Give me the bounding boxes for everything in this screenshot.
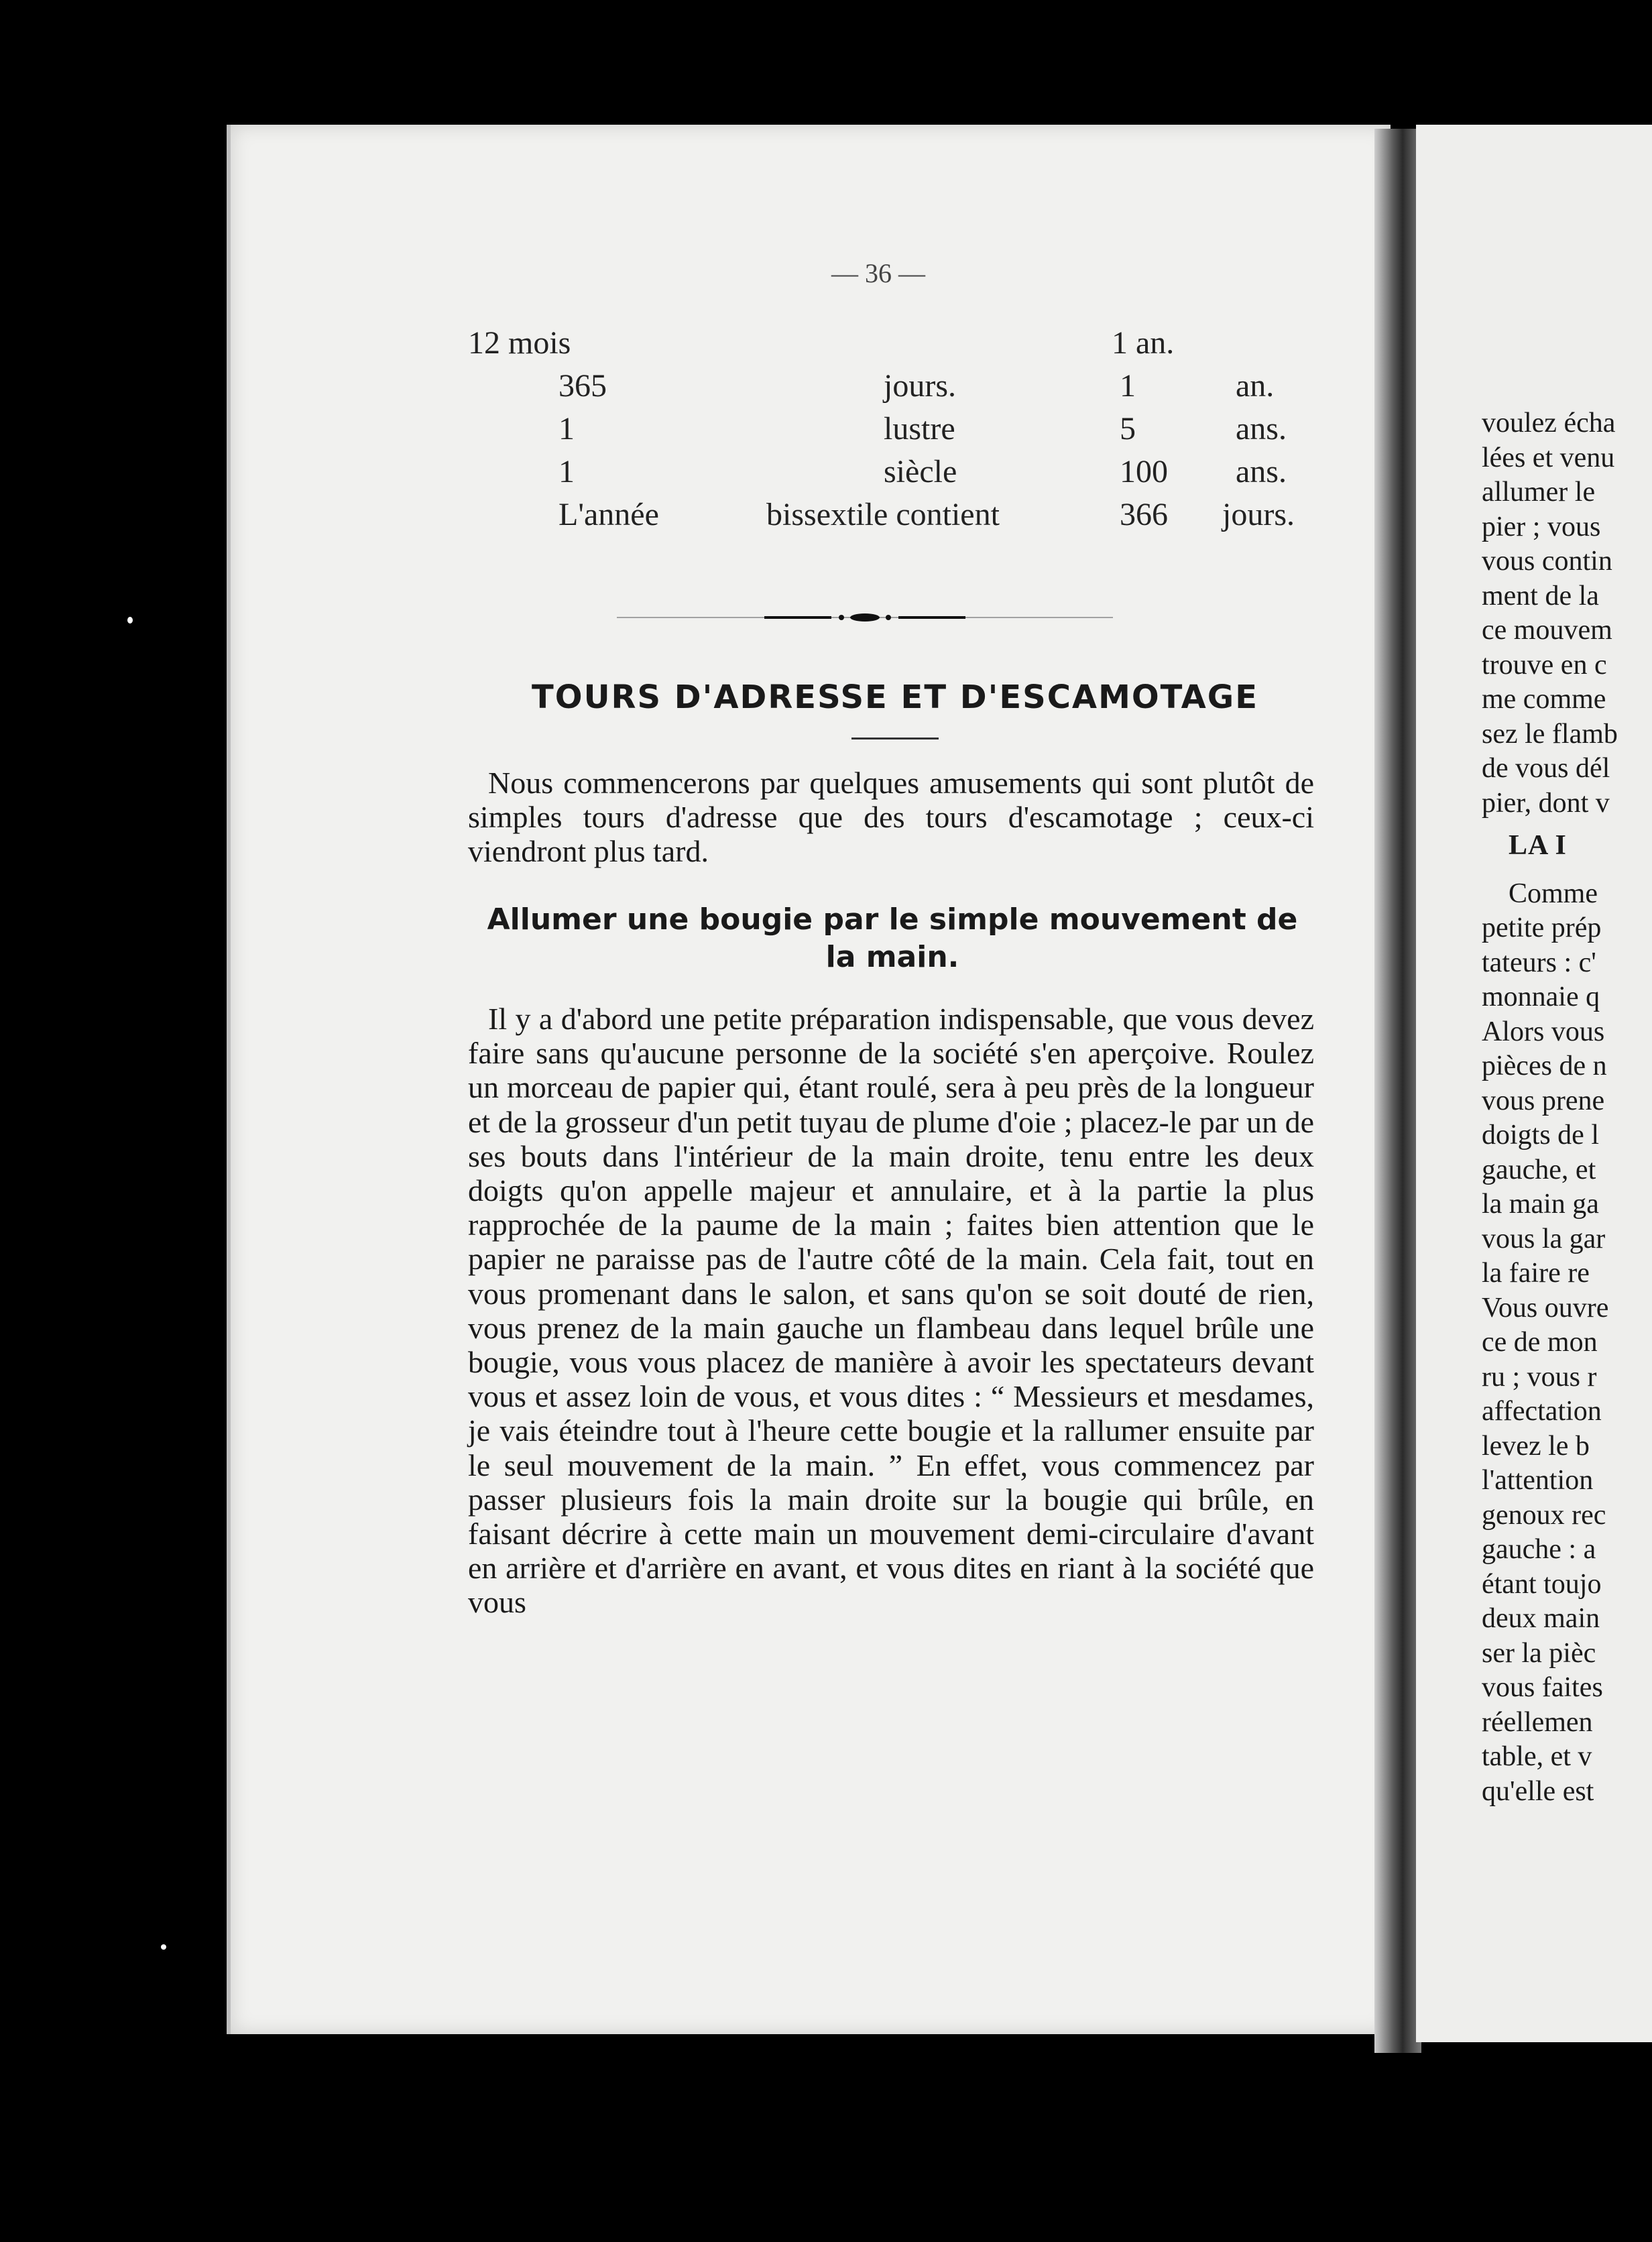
- right-page-line: genoux rec: [1482, 1499, 1606, 1531]
- table-cell: siècle: [884, 454, 957, 489]
- right-page-line: pier ; vous: [1482, 511, 1601, 542]
- right-page-line: Comme: [1509, 878, 1598, 909]
- right-page-line: de vous dél: [1482, 753, 1610, 784]
- table-cell: 12 mois: [468, 325, 571, 361]
- right-page-line: levez le b: [1482, 1430, 1590, 1462]
- body-paragraph: [468, 1002, 1314, 1620]
- right-page-line: qu'elle est: [1482, 1775, 1594, 1807]
- table-cell: 366: [1120, 497, 1168, 532]
- right-page-line: pier, dont v: [1482, 787, 1610, 819]
- table-row: [468, 408, 1326, 451]
- book-gutter: [1374, 129, 1421, 2053]
- right-page-line: gauche : a: [1482, 1534, 1596, 1565]
- right-page-line: l'attention: [1482, 1465, 1594, 1496]
- right-page-line: vous contin: [1482, 546, 1612, 577]
- right-page-line: réellemen: [1482, 1706, 1593, 1738]
- right-page-line: voulez écha: [1482, 408, 1616, 438]
- table-cell: 1 an.: [1112, 325, 1175, 361]
- table-cell: 5: [1120, 411, 1136, 447]
- right-page-line: allumer le: [1482, 477, 1596, 508]
- right-page-line: ce mouvem: [1482, 615, 1612, 646]
- right-page-line: ser la pièc: [1482, 1637, 1596, 1669]
- right-page-line: table, et v: [1482, 1741, 1592, 1772]
- right-page-line: pièces de n: [1482, 1051, 1607, 1081]
- table-cell: 1: [558, 411, 575, 447]
- right-page-heading: LA I: [1509, 830, 1567, 861]
- table-cell: 1: [1120, 368, 1136, 404]
- right-page-column: [1482, 406, 1652, 1809]
- table-cell: ans.: [1236, 411, 1287, 447]
- table-cell: L'année: [558, 497, 659, 532]
- right-page-line: me comme: [1482, 684, 1606, 715]
- table-cell: jours.: [884, 368, 956, 404]
- table-row: [468, 322, 1326, 365]
- right-page: [1416, 125, 1652, 2042]
- right-page-line: ce de mon: [1482, 1327, 1598, 1358]
- table-cell: bissextile contient: [766, 497, 1000, 532]
- table-cell: ans.: [1236, 454, 1287, 489]
- right-page-line: vous la gar: [1482, 1223, 1606, 1254]
- scan-speck: [161, 1944, 166, 1950]
- table-row: [468, 493, 1326, 536]
- title-underline: [851, 738, 939, 740]
- table-cell: 100: [1120, 454, 1168, 489]
- intro-paragraph: [468, 766, 1314, 869]
- right-page-line: étant toujo: [1482, 1568, 1602, 1600]
- right-page-line: Vous ouvre: [1482, 1292, 1609, 1323]
- table-cell: jours.: [1222, 497, 1295, 532]
- right-page-line: vous faites: [1482, 1672, 1603, 1703]
- intro-text: Nous commencerons par quelques amusements qui sont plutôt de simples tours d'adresse que des tours d'escamotage ; ceux-ci viendront plus tard.: [468, 766, 1314, 869]
- table-cell: 365: [558, 368, 607, 404]
- ornamental-rule: [617, 613, 1113, 622]
- right-page-line: ment de la: [1482, 580, 1599, 611]
- body-text: Il y a d'abord une petite préparation indispensable, que vous devez faire sans qu'aucune personne de la société s'en aperçoive. Roulez un morceau de papier qui, étant roulé, sera à peu près de la longueur et de la grosseur d'un petit tuyau de plume d'oie ; placez-le par un de ses bouts dans l'intérieur de la main droite, tenu entre les deux doigts qu'on appelle majeur et annulaire, et à la partie la plus rapprochée de la paume de la main ; faites bien attention que le papier ne paraisse pas de l'autre côté de la main. Cela fait, tout en vous promenant dans le salon, et sans qu'on se soit douté de rien, vous prenez de la main gauche un flambeau dans lequel brûle une bougie, vous vous placez de manière à avoir les spectateurs devant vous et assez loin de vous, et vous dites : “ Messieurs et mesdames, je vais éteindre tout à l'heure cette bougie et la rallumer ensuite par le seul mouvement de la main. ” En effet, vous commencez par passer plusieurs fois la main droite sur la bougie qui brûle, en faisant décrire à cette main un mouvement demi-circulaire d'avant en arrière et d'arrière en avant, et vous dites en riant à la société que vous: [468, 1002, 1314, 1620]
- right-page-line: vous prene: [1482, 1085, 1605, 1116]
- page-number: — 36 —: [831, 258, 925, 288]
- right-page-line: deux main: [1482, 1603, 1600, 1634]
- table-cell: 1: [558, 454, 575, 489]
- right-page-line: Alors vous: [1482, 1016, 1605, 1047]
- right-page-line: affectation: [1482, 1396, 1602, 1427]
- right-page-line: la main ga: [1482, 1189, 1599, 1220]
- table-row: [468, 365, 1326, 408]
- scan-speck: [127, 617, 133, 624]
- right-page-line: petite prép: [1482, 912, 1602, 943]
- table-row: [468, 451, 1326, 493]
- table-cell: lustre: [884, 411, 955, 447]
- table-cell: an.: [1236, 368, 1275, 404]
- right-page-line: gauche, et: [1482, 1154, 1596, 1185]
- right-page-line: doigts de l: [1482, 1120, 1599, 1150]
- right-page-line: lées et venu: [1482, 442, 1615, 473]
- right-page-line: sez le flamb: [1482, 718, 1618, 750]
- right-page-line: ru ; vous r: [1482, 1361, 1597, 1393]
- subheading: Allumer une bougie par le simple mouvement de la main.: [487, 902, 1298, 974]
- section-title: TOURS D'ADRESSE ET D'ESCAMOTAGE: [532, 678, 1258, 716]
- right-page-line: la faire re: [1482, 1258, 1590, 1289]
- right-page-line: monnaie q: [1482, 982, 1600, 1012]
- time-units-table: [468, 322, 1326, 536]
- right-page-line: trouve en c: [1482, 649, 1607, 681]
- right-page-line: tateurs : c': [1482, 947, 1596, 978]
